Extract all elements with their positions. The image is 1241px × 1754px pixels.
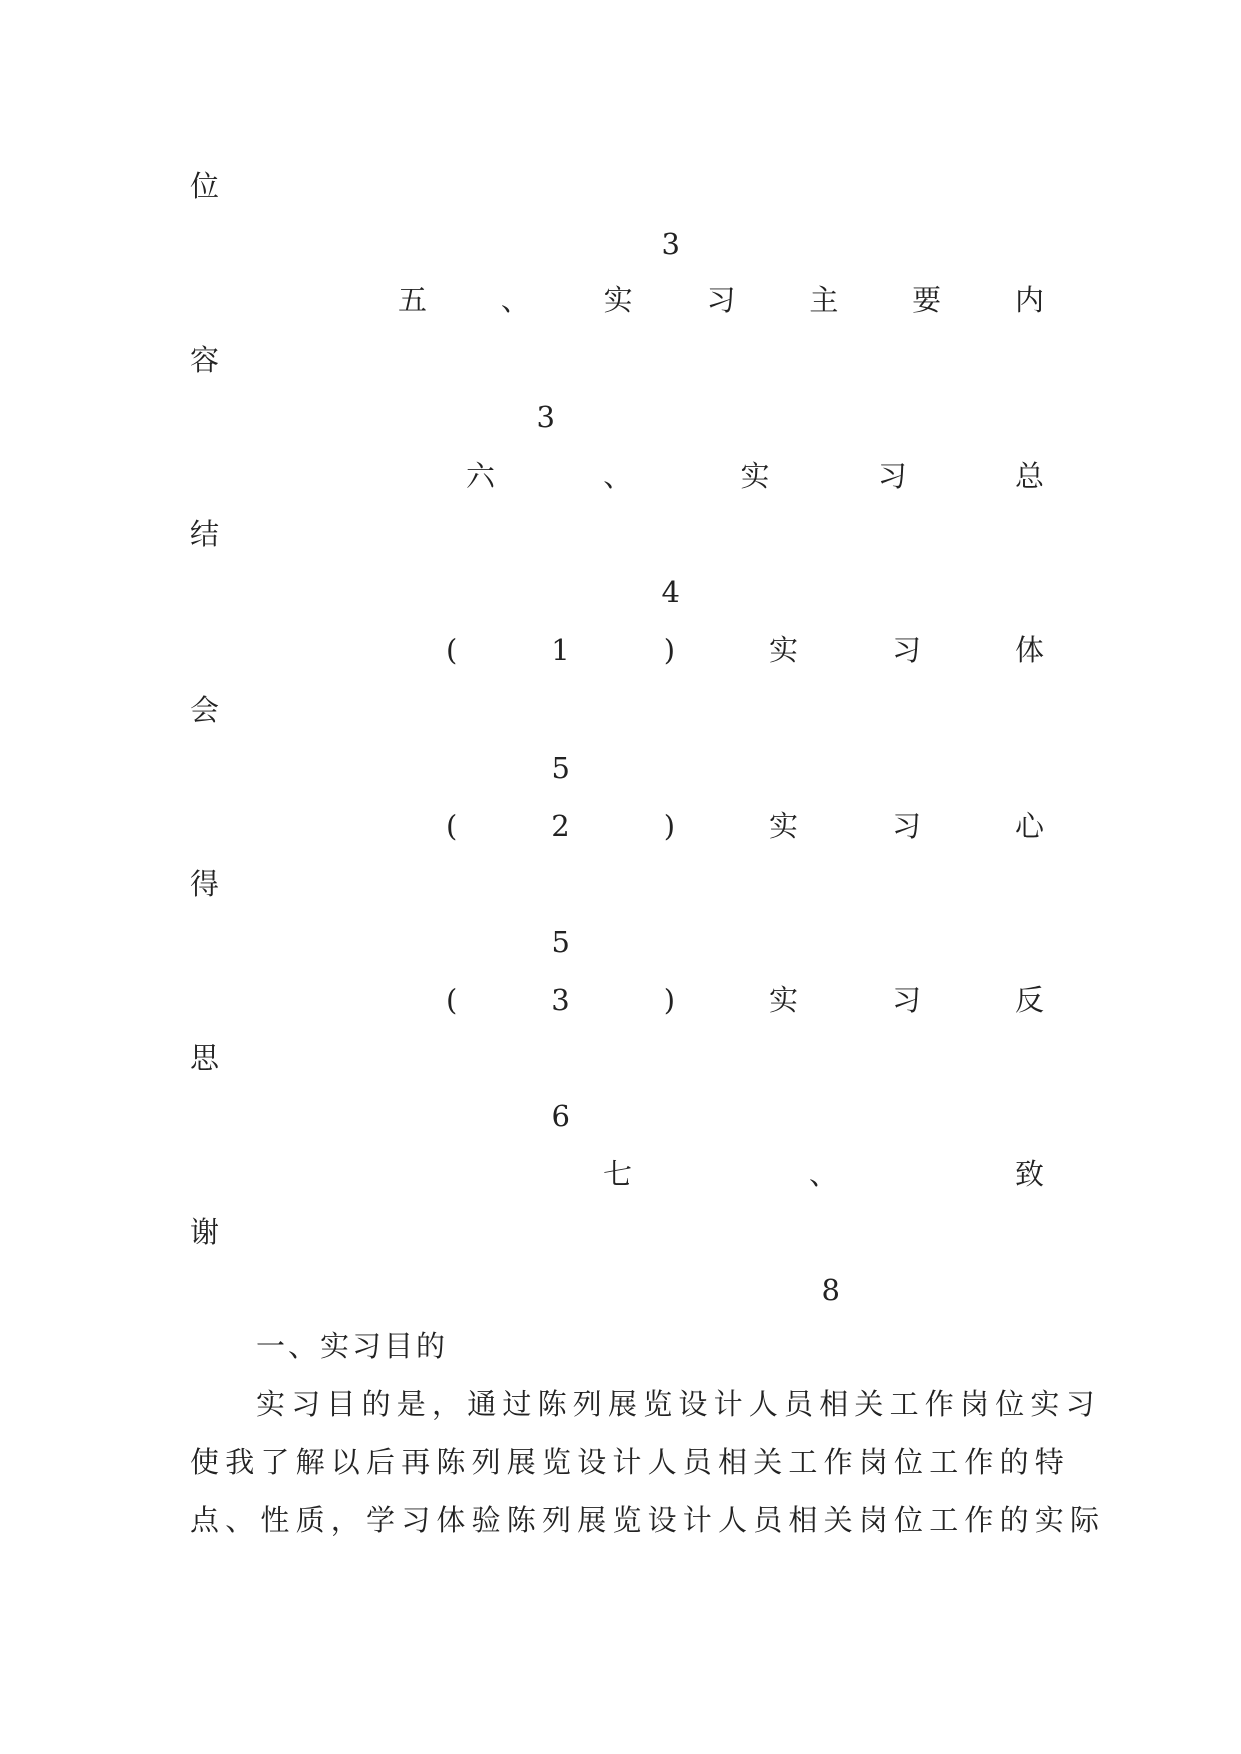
dot-leader	[244, 864, 1060, 904]
toc-heading-char: 实	[769, 809, 799, 843]
toc-page-line	[190, 1270, 840, 1310]
toc-heading-char: 主	[809, 283, 839, 317]
toc-heading-char: (	[446, 633, 458, 667]
toc-page-number: 3	[661, 227, 680, 261]
dot-leader	[244, 1038, 1060, 1078]
toc-heading-char: 心	[1014, 809, 1044, 843]
toc-heading-char: )	[663, 633, 676, 667]
toc-heading-char: 2	[551, 809, 570, 843]
toc-heading-char: 致	[1014, 1157, 1044, 1191]
toc-heading-line	[603, 1154, 1044, 1194]
toc-heading-char: 习	[892, 809, 922, 843]
dot-leader	[244, 340, 1060, 380]
toc-page-number: 4	[661, 575, 680, 609]
toc-entry-line	[190, 514, 1060, 554]
dot-leader	[190, 1096, 538, 1136]
toc-heading-char: )	[663, 983, 676, 1017]
toc-heading-char: )	[663, 809, 676, 843]
toc-page-number: 3	[536, 400, 555, 434]
toc-heading-line	[446, 980, 1044, 1020]
dot-leader	[244, 1212, 1060, 1252]
toc-entry-tail-char: 会	[190, 693, 220, 727]
toc-heading-char: 、	[603, 459, 633, 493]
toc-page-number: 5	[551, 925, 570, 959]
toc-page-line	[190, 1096, 570, 1136]
toc-heading-char: 要	[912, 283, 942, 317]
toc-entry-line	[190, 340, 1060, 380]
toc-entry-line	[190, 864, 1060, 904]
dot-leader	[190, 1270, 808, 1310]
paragraph-line: 使我了解以后再陈列展览设计人员相关工作岗位工作的特	[190, 1445, 1071, 1479]
toc-heading-char: 体	[1014, 633, 1044, 667]
toc-heading-char: 、	[808, 1157, 838, 1191]
toc-entry-line	[190, 1038, 1060, 1078]
toc-entry-tail-char: 得	[190, 867, 220, 901]
toc-heading-char: 习	[706, 283, 736, 317]
toc-heading-char: 实	[769, 633, 799, 667]
toc-page-line	[190, 397, 555, 437]
paragraph-line: 点、性质，学习体验陈列展览设计人员相关岗位工作的实际	[190, 1503, 1106, 1537]
toc-heading-line	[398, 280, 1044, 320]
dot-leader	[244, 514, 1060, 554]
toc-heading-char: 实	[603, 283, 633, 317]
toc-entry-line	[190, 166, 1060, 206]
dot-leader	[244, 690, 1060, 730]
toc-heading-line	[446, 806, 1044, 846]
toc-heading-line	[466, 456, 1044, 496]
toc-heading-line	[446, 630, 1044, 670]
toc-heading-char: 实	[740, 459, 770, 493]
dot-leader	[190, 224, 648, 264]
toc-heading-char: (	[446, 809, 458, 843]
toc-page-number: 8	[821, 1273, 840, 1307]
toc-heading-char: 七	[603, 1157, 633, 1191]
toc-heading-char: (	[446, 983, 458, 1017]
dot-leader	[190, 572, 648, 612]
section-heading: 一、实习目的	[256, 1329, 449, 1363]
toc-entry-tail-char: 位	[190, 169, 220, 203]
toc-heading-char: 内	[1014, 283, 1044, 317]
toc-entry-tail-char: 谢	[190, 1215, 220, 1249]
dot-leader	[190, 397, 523, 437]
toc-page-line	[190, 922, 570, 962]
toc-heading-char: 五	[398, 283, 428, 317]
toc-page-line	[190, 572, 680, 612]
toc-entry-tail-char: 结	[190, 517, 220, 551]
dot-leader	[190, 748, 538, 788]
paragraph-line: 实习目的是，通过陈列展览设计人员相关工作岗位实习	[256, 1387, 1101, 1421]
toc-heading-char: 实	[769, 983, 799, 1017]
toc-heading-char: 、	[500, 283, 530, 317]
toc-entry-line	[190, 1212, 1060, 1252]
toc-heading-char: 总	[1014, 459, 1044, 493]
toc-heading-char: 1	[551, 633, 570, 667]
toc-page-line	[190, 748, 570, 788]
toc-heading-char: 习	[892, 983, 922, 1017]
toc-page-number: 6	[551, 1099, 570, 1133]
toc-heading-char: 反	[1014, 983, 1044, 1017]
toc-entry-tail-char: 思	[190, 1041, 220, 1075]
dot-leader	[190, 922, 538, 962]
toc-entry-tail-char: 容	[190, 343, 220, 377]
toc-heading-char: 六	[466, 459, 496, 493]
toc-heading-char: 3	[551, 983, 570, 1017]
toc-page-line	[190, 224, 680, 264]
toc-heading-char: 习	[877, 459, 907, 493]
toc-heading-char: 习	[892, 633, 922, 667]
toc-page-number: 5	[551, 751, 570, 785]
dot-leader	[244, 166, 1060, 206]
toc-entry-line	[190, 690, 1060, 730]
